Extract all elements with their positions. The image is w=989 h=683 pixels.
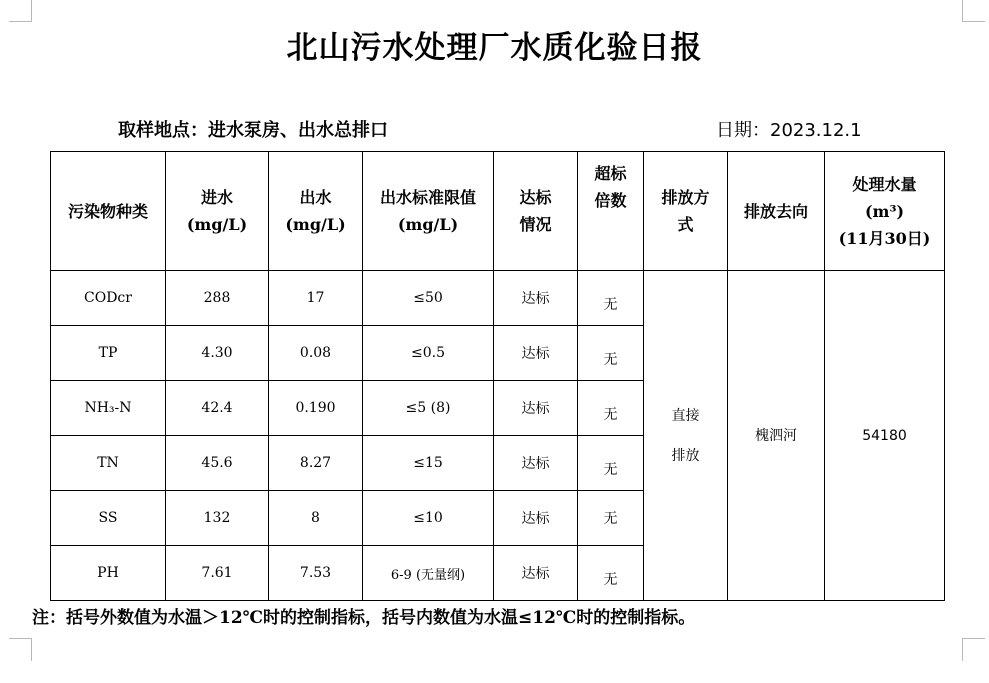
limit-cell: ≤0.5 bbox=[363, 326, 494, 381]
limit-cell: ≤50 bbox=[363, 271, 494, 326]
header-volume-unit: (m³) bbox=[864, 201, 905, 221]
inflow-cell: 7.61 bbox=[166, 546, 269, 601]
header-volume-date: (11月30日) bbox=[838, 228, 931, 248]
header-status bbox=[494, 152, 578, 271]
page-corner-mark bbox=[962, 0, 985, 22]
discharge-destination-cell bbox=[728, 271, 825, 601]
inflow-cell: 4.30 bbox=[166, 326, 269, 381]
exceed-cell: 无 bbox=[578, 271, 644, 326]
inflow-cell: 132 bbox=[166, 491, 269, 546]
header-outflow bbox=[269, 152, 363, 271]
header-method-line2: 式 bbox=[677, 215, 694, 234]
report-title: 北山污水处理厂水质化验日报 bbox=[286, 30, 703, 66]
header-method-line1: 排放方 bbox=[661, 188, 710, 207]
water-quality-table bbox=[50, 151, 945, 601]
sampling-location: 取样地点：进水泵房、出水总排口 bbox=[118, 120, 388, 141]
pollutant-cell: NH₃-N bbox=[51, 381, 166, 436]
table-header-row bbox=[51, 152, 945, 271]
status-cell: 达标 bbox=[494, 326, 578, 381]
report-date: 日期：2023.12.1 bbox=[716, 120, 862, 141]
discharge-destination: 槐泗河 bbox=[755, 427, 797, 444]
discharge-method-cell bbox=[644, 271, 728, 601]
limit-cell: ≤10 bbox=[363, 491, 494, 546]
header-exceed-line1: 超标 bbox=[594, 164, 627, 183]
header-limit-label: 出水标准限值 bbox=[379, 188, 476, 207]
header-status-line1: 达标 bbox=[519, 188, 552, 207]
pollutant-cell: SS bbox=[51, 491, 166, 546]
header-limit bbox=[363, 152, 494, 271]
header-volume-label: 处理水量 bbox=[852, 174, 917, 194]
exceed-cell: 无 bbox=[578, 381, 644, 436]
treated-volume: 54180 bbox=[862, 427, 907, 444]
status-cell: 达标 bbox=[494, 546, 578, 601]
limit-cell: ≤15 bbox=[363, 436, 494, 491]
discharge-method-line1: 直接 bbox=[671, 407, 700, 424]
header-exceed bbox=[578, 152, 644, 271]
header-exceed-line2: 倍数 bbox=[594, 191, 627, 210]
limit-cell: ≤5 (8) bbox=[363, 381, 494, 436]
header-limit-unit: (mg/L) bbox=[397, 215, 459, 234]
header-inflow-unit: (mg/L) bbox=[186, 215, 248, 234]
inflow-cell: 288 bbox=[166, 271, 269, 326]
outflow-cell: 0.190 bbox=[269, 381, 363, 436]
exceed-cell: 无 bbox=[578, 546, 644, 601]
table-row bbox=[51, 271, 945, 326]
treated-volume-cell bbox=[825, 271, 945, 601]
outflow-cell: 17 bbox=[269, 271, 363, 326]
header-outflow-label: 出水 bbox=[299, 188, 332, 207]
discharge-method-line2: 排放 bbox=[671, 447, 700, 464]
exceed-cell: 无 bbox=[578, 326, 644, 381]
pollutant-cell: CODcr bbox=[51, 271, 166, 326]
header-pollutant: 污染物种类 bbox=[51, 152, 166, 271]
footnote: 注：括号外数值为水温＞12℃时的控制指标，括号内数值为水温≤12℃时的控制指标。 bbox=[32, 608, 696, 628]
status-cell: 达标 bbox=[494, 436, 578, 491]
header-volume bbox=[825, 152, 945, 271]
header-inflow-label: 进水 bbox=[200, 188, 233, 207]
pollutant-cell: PH bbox=[51, 546, 166, 601]
exceed-cell: 无 bbox=[578, 491, 644, 546]
header-status-line2: 情况 bbox=[519, 215, 552, 234]
pollutant-cell: TP bbox=[51, 326, 166, 381]
outflow-cell: 8 bbox=[269, 491, 363, 546]
pollutant-cell: TN bbox=[51, 436, 166, 491]
limit-cell: 6-9 (无量纲) bbox=[363, 546, 494, 601]
header-inflow bbox=[166, 152, 269, 271]
page-corner-mark bbox=[9, 0, 32, 22]
inflow-cell: 42.4 bbox=[166, 381, 269, 436]
outflow-cell: 7.53 bbox=[269, 546, 363, 601]
header-destination: 排放去向 bbox=[728, 152, 825, 271]
status-cell: 达标 bbox=[494, 491, 578, 546]
status-cell: 达标 bbox=[494, 381, 578, 436]
outflow-cell: 8.27 bbox=[269, 436, 363, 491]
header-outflow-unit: (mg/L) bbox=[285, 215, 346, 234]
outflow-cell: 0.08 bbox=[269, 326, 363, 381]
header-method bbox=[644, 152, 728, 271]
page-corner-mark bbox=[962, 638, 985, 661]
status-cell: 达标 bbox=[494, 271, 578, 326]
page-corner-mark bbox=[9, 638, 32, 661]
exceed-cell: 无 bbox=[578, 436, 644, 491]
inflow-cell: 45.6 bbox=[166, 436, 269, 491]
